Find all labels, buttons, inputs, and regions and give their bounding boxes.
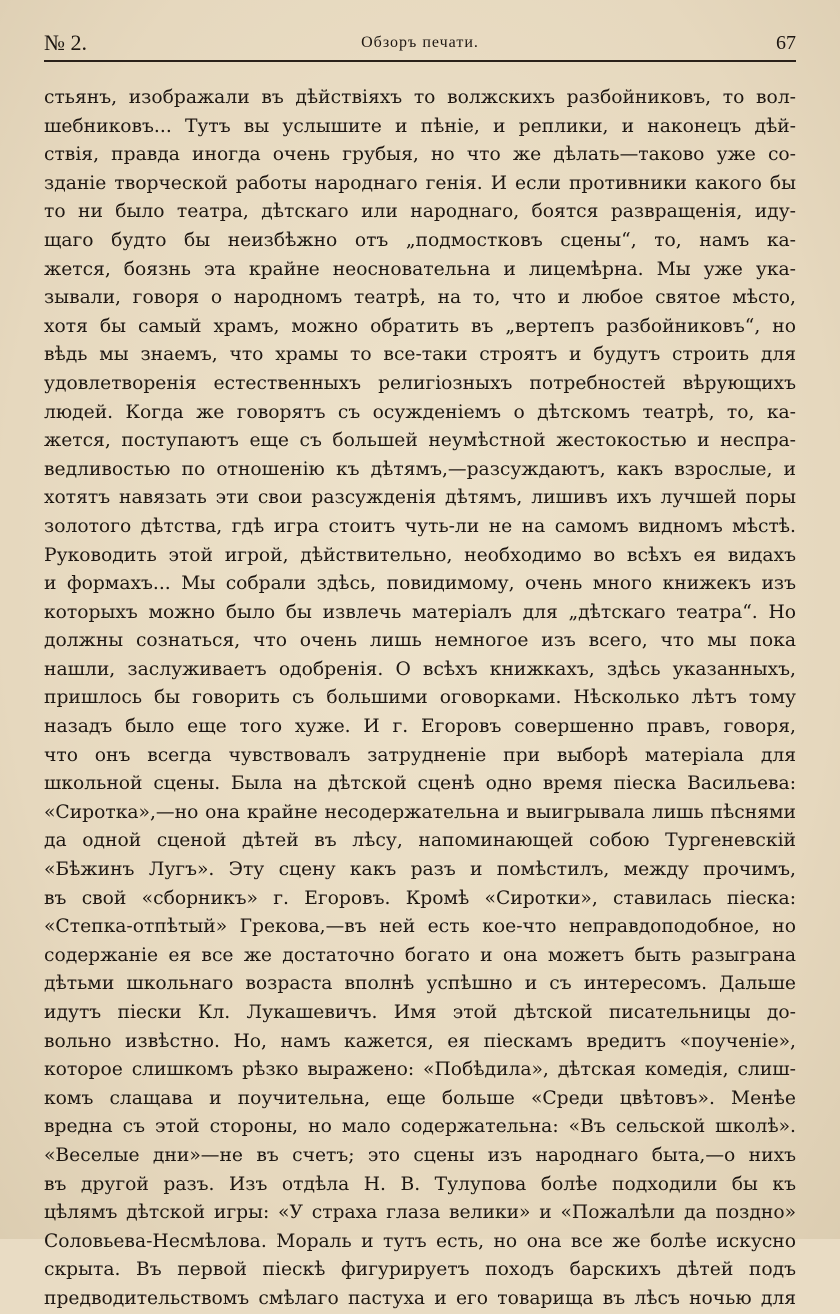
text-line: «Бѣжинъ Лугъ». Эту сцену какъ разъ и помѣстилъ, между прочимъ, xyxy=(44,859,796,881)
text-line: школьной сцены. Была на дѣтской сценѣ одно время пiеска Васильева: xyxy=(44,773,796,795)
text-line: вольно извѣстно. Но, намъ кажется, ея пiескамъ вредитъ «поученiе», xyxy=(44,1030,796,1052)
text-line: то ни было театра, дѣтскаго или народнаго, боятся развращенiя, иду- xyxy=(44,201,796,223)
text-line: щаго будто бы неизбѣжно отъ „подмостковъ сцены“, то, намъ ка- xyxy=(44,229,796,251)
text-line: цѣлямъ дѣтской игры: «У страха глаза велики» и «Пожалѣли да поздно» xyxy=(44,1202,796,1224)
text-line: «Степка-отпѣтый» Грекова,—въ ней есть кое-что неправдоподобное, но xyxy=(44,916,796,938)
text-line: людей. Когда же говорятъ съ осужденiемъ о дѣтскомъ театрѣ, то, ка- xyxy=(44,401,796,423)
text-line: которыхъ можно было бы извлечь матерiалъ для „дѣтскаго театра“. Но xyxy=(44,601,796,623)
text-line: да одной сценой дѣтей въ лѣсу, напоминающей собою Тургеневскiй xyxy=(44,830,796,852)
text-line: въ другой разъ. Изъ отдѣла Н. В. Тулупова болѣе подходили бы къ xyxy=(44,1173,796,1195)
text-line: и формахъ... Мы собрали здѣсь, повидимому, очень много книжекъ изъ xyxy=(44,573,796,595)
text-line: дѣтьми школьнаго возраста вполнѣ успѣшно и съ интересомъ. Дальше xyxy=(44,973,796,995)
text-line: вѣдь мы знаемъ, что храмы то все-таки строятъ и будутъ строить для xyxy=(44,344,796,366)
text-line: хотятъ навязать эти свои разсужденiя дѣтямъ, лишивъ ихъ лучшей поры xyxy=(44,487,796,509)
text-line: содержанiе ея все же достаточно богато и она можетъ быть разыграна xyxy=(44,944,796,966)
text-line: жется, поступаютъ еще съ большей неумѣстной жестокостью и неспра- xyxy=(44,430,796,452)
text-line: шебниковъ... Тутъ вы услышите и пѣнiе, и реплики, и наконецъ дѣй- xyxy=(44,115,796,137)
text-line: что онъ всегда чувствовалъ затрудненiе при выборѣ матерiала для xyxy=(44,744,796,766)
text-line: зывали, говоря о народномъ театрѣ, на то, что и любое святое мѣсто, xyxy=(44,287,796,309)
text-line: должны сознаться, что очень лишь немногое изъ всего, что мы пока xyxy=(44,630,796,652)
text-line: стьянъ, изображали въ дѣйствiяхъ то волжскихъ разбойниковъ, то вол- xyxy=(44,87,796,108)
text-line: ведливостью по отношенiю къ дѣтямъ,—разсуждаютъ, какъ взрослые, и xyxy=(44,458,796,480)
text-line: удовлетворенiя естественныхъ религiозныхъ потребностей вѣрующихъ xyxy=(44,372,796,394)
text-line: вредна съ этой стороны, но мало содержательна: «Въ сельской школѣ». xyxy=(44,1116,796,1138)
text-line: Руководить этой игрой, дѣйствительно, необходимо во всѣхъ ея видахъ xyxy=(44,544,796,566)
text-line: ствiя, правда иногда очень грубыя, но что же дѣлать—таково уже со- xyxy=(44,144,796,166)
issue-number: № 2. xyxy=(44,30,87,55)
text-line: золотого дѣтства, гдѣ игра стоитъ чуть-ли не на самомъ видномъ мѣстѣ. xyxy=(44,515,796,537)
text-line: зданiе творческой работы народнаго генiя. И если противники какого бы xyxy=(44,172,796,194)
running-header xyxy=(44,30,796,62)
body-text xyxy=(44,84,796,1314)
section-title: Обзоръ печати. xyxy=(361,34,479,51)
text-line: въ свой «сборникъ» г. Егоровъ. Кромѣ «Сиротки», ставилась пiеска: xyxy=(44,887,796,909)
text-line: нашли, заслуживаетъ одобренiя. О всѣхъ книжкахъ, здѣсь указанныхъ, xyxy=(44,658,796,680)
text-line: Соловьева-Несмѣлова. Мораль и тутъ есть, но она все же болѣе искусно xyxy=(44,1230,796,1252)
text-line: «Веселые дни»—не въ счетъ; это сцены изъ народнаго быта,—о нихъ xyxy=(44,1144,796,1166)
page-number: 67 xyxy=(776,32,796,54)
text-line: предводительствомъ смѣлаго пастуха и его товарища въ лѣсъ ночью для xyxy=(44,1287,796,1309)
text-line: «Сиротка»,—но она крайне несодержательна и выигрывала лишь пѣснями xyxy=(44,801,796,823)
text-line: идутъ пiески Кл. Лукашевичъ. Имя этой дѣтской писательницы до- xyxy=(44,1002,796,1023)
text-line: хотя бы самый храмъ, можно обратить въ „вертепъ разбойниковъ“, но xyxy=(44,315,796,337)
text-line: скрыта. Въ первой пiескѣ фигурируетъ походъ барскихъ дѣтей подъ xyxy=(44,1259,796,1281)
text-line: пришлось бы говорить съ большими оговорками. Нѣсколько лѣтъ тому xyxy=(44,687,796,709)
text-line: которое слишкомъ рѣзко выражено: «Побѣдила», дѣтская комедiя, слиш- xyxy=(44,1059,796,1081)
text-line: комъ слащава и поучительна, еще больше «Среди цвѣтовъ». Менѣе xyxy=(44,1087,796,1109)
text-line: назадъ было еще того хуже. И г. Егоровъ совершенно правъ, говоря, xyxy=(44,716,796,738)
text-line: жется, боязнь эта крайне неосновательна и лицемѣрна. Мы уже ука- xyxy=(44,258,796,280)
